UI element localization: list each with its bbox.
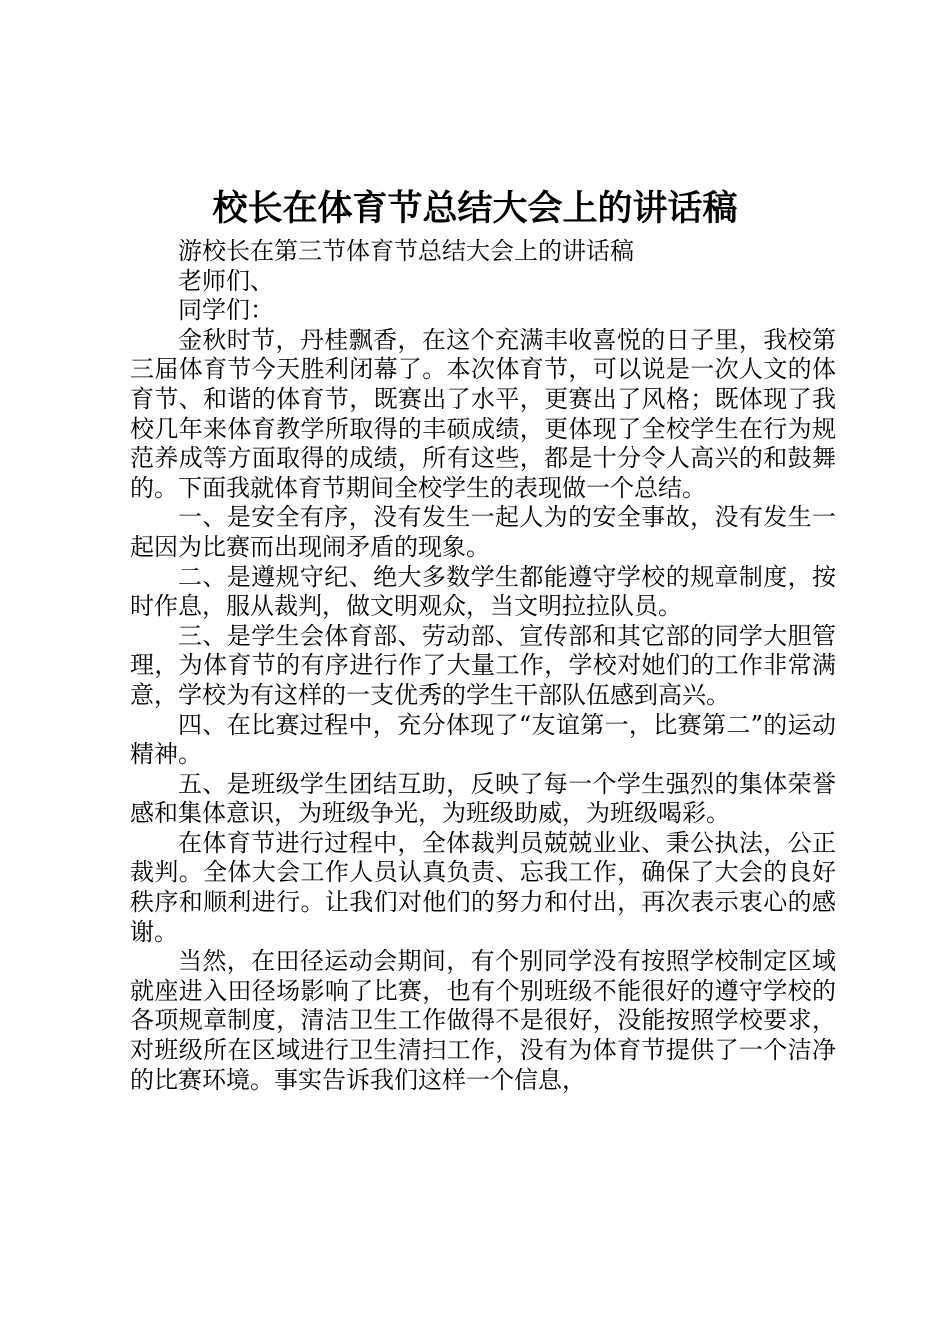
paragraph-point-1: 一、是安全有序，没有发生一起人为的安全事故，没有发生一起因为比赛而出现闹矛盾的现象。 (130, 503, 836, 561)
paragraph-issues: 当然，在田径运动会期间，有个别同学没有按照学校制定区域就座进入田径场影响了比赛，也有个别班级不能很好的遵守学校的各项规章制度，清洁卫生工作做得不是很好，没能按照学校要求，对班级所在区域进行卫生清扫工作，没有为体育节提供了一个洁净的比赛环境。事实告诉我们这样一个信息， (130, 947, 836, 1094)
document-title: 校长在体育节总结大会上的讲话稿 (212, 188, 738, 229)
salutation-students: 同学们： (178, 296, 274, 325)
salutation-teachers: 老师们、 (178, 266, 274, 295)
paragraph-point-5: 五、是班级学生团结互助，反映了每一个学生强烈的集体荣誉感和集体意识，为班级争光，为班级助威，为班级喝彩。 (130, 769, 836, 828)
paragraph-point-2: 二、是遵规守纪、绝大多数学生都能遵守学校的规章制度，按时作息，服从裁判，做文明观众，当文明拉拉队员。 (130, 562, 836, 621)
paragraph-point-4: 四、在比赛过程中，充分体现了“友谊第一，比赛第二”的运动精神。 (130, 710, 836, 769)
document-body (130, 237, 836, 1095)
paragraph-thanks: 在体育节进行过程中，全体裁判员兢兢业业、秉公执法，公正裁判。全体大会工作人员认真负责、忘我工作，确保了大会的良好秩序和顺利进行。让我们对他们的努力和付出，再次表示衷心的感谢。 (130, 828, 836, 946)
paragraph-point-3: 三、是学生会体育部、劳动部、宣传部和其它部的同学大胆管理，为体育节的有序进行作了大量工作，学校对她们的工作非常满意，学校为有这样的一支优秀的学生干部队伍感到高兴。 (130, 621, 836, 709)
paragraph-opening: 金秋时节，丹桂飘香，在这个充满丰收喜悦的日子里，我校第三届体育节今天胜利闭幕了。本次体育节，可以说是一次人文的体育节、和谐的体育节，既赛出了水平，更赛出了风格；既体现了我校几年来体育教学所取得的丰硕成绩，更体现了全校学生在行为规范养成等方面取得的成绩，所有这些，都是十分令人高兴的和鼓舞的。下面我就体育节期间全校学生的表现做一个总结。 (130, 325, 836, 502)
subtitle-line: 游校长在第三节体育节总结大会上的讲话稿 (178, 237, 634, 265)
